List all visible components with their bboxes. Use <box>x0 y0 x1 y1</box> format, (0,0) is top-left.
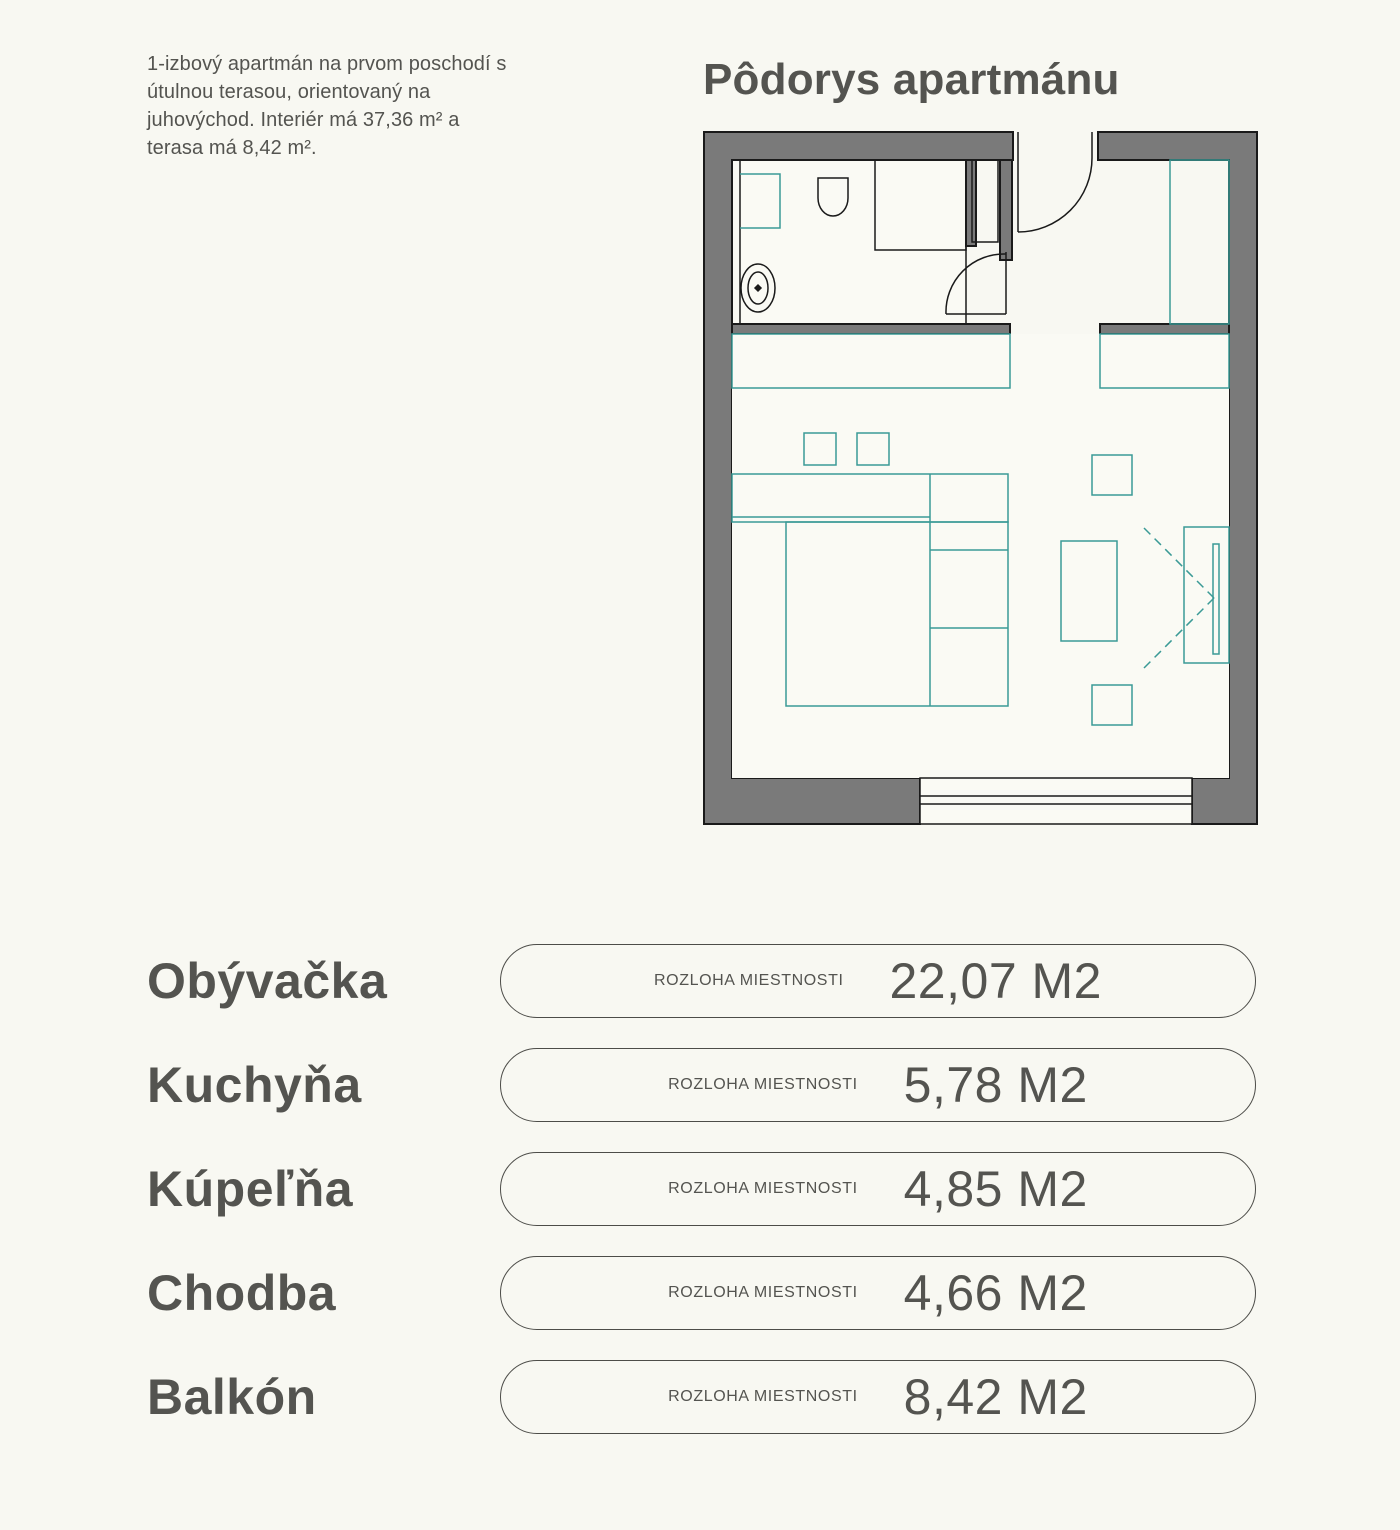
room-row-kupelna <box>0 1150 1400 1228</box>
room-name: Obývačka <box>147 953 388 1009</box>
room-row-balkon <box>0 1358 1400 1436</box>
entrance-door-arc <box>1018 158 1092 232</box>
room-area-label: ROZLOHA MIESTNOSTI <box>654 972 844 989</box>
wardrobe <box>1170 160 1229 324</box>
room-name: Balkón <box>147 1369 317 1425</box>
room-name: Kuchyňa <box>147 1057 362 1113</box>
room-area-value: 4,66 M2 <box>903 1265 1088 1321</box>
bath-column-right <box>1000 160 1012 260</box>
balcony-window <box>920 778 1192 824</box>
room-area-value: 8,42 M2 <box>903 1369 1088 1425</box>
room-area-pill <box>500 1360 1256 1434</box>
room-row-obyvacka <box>0 942 1400 1020</box>
room-area-label: ROZLOHA MIESTNOSTI <box>668 1284 858 1301</box>
room-area-label: ROZLOHA MIESTNOSTI <box>668 1180 858 1197</box>
room-area-pill <box>500 1152 1256 1226</box>
floorplan-drawing <box>700 128 1262 828</box>
bath-bottom-wall <box>732 324 1010 334</box>
room-area-value: 4,85 M2 <box>903 1161 1088 1217</box>
room-area-label: ROZLOHA MIESTNOSTI <box>668 1076 858 1093</box>
room-area-value: 22,07 M2 <box>889 953 1102 1009</box>
corridor-right-wall <box>1100 324 1229 334</box>
room-name: Kúpeľňa <box>147 1161 354 1217</box>
room-row-chodba <box>0 1254 1400 1332</box>
room-area-pill <box>500 944 1256 1018</box>
room-name: Chodba <box>147 1265 337 1321</box>
bath-column <box>966 160 976 246</box>
floor-bath <box>733 161 965 323</box>
floor-living <box>732 334 1229 778</box>
apartment-description: 1-izbový apartmán na prvom poschodí s útulnou terasou, orientovaný na juhovýchod. Interiér má 37,36 m² a terasa má 8,42 m². <box>147 53 507 159</box>
floorplan-title: Pôdorys apartmánu <box>703 55 1120 104</box>
room-area-pill <box>500 1256 1256 1330</box>
room-row-kuchyna <box>0 1046 1400 1124</box>
room-area-pill <box>500 1048 1256 1122</box>
room-area-label: ROZLOHA MIESTNOSTI <box>668 1388 858 1405</box>
room-area-value: 5,78 M2 <box>903 1057 1088 1113</box>
